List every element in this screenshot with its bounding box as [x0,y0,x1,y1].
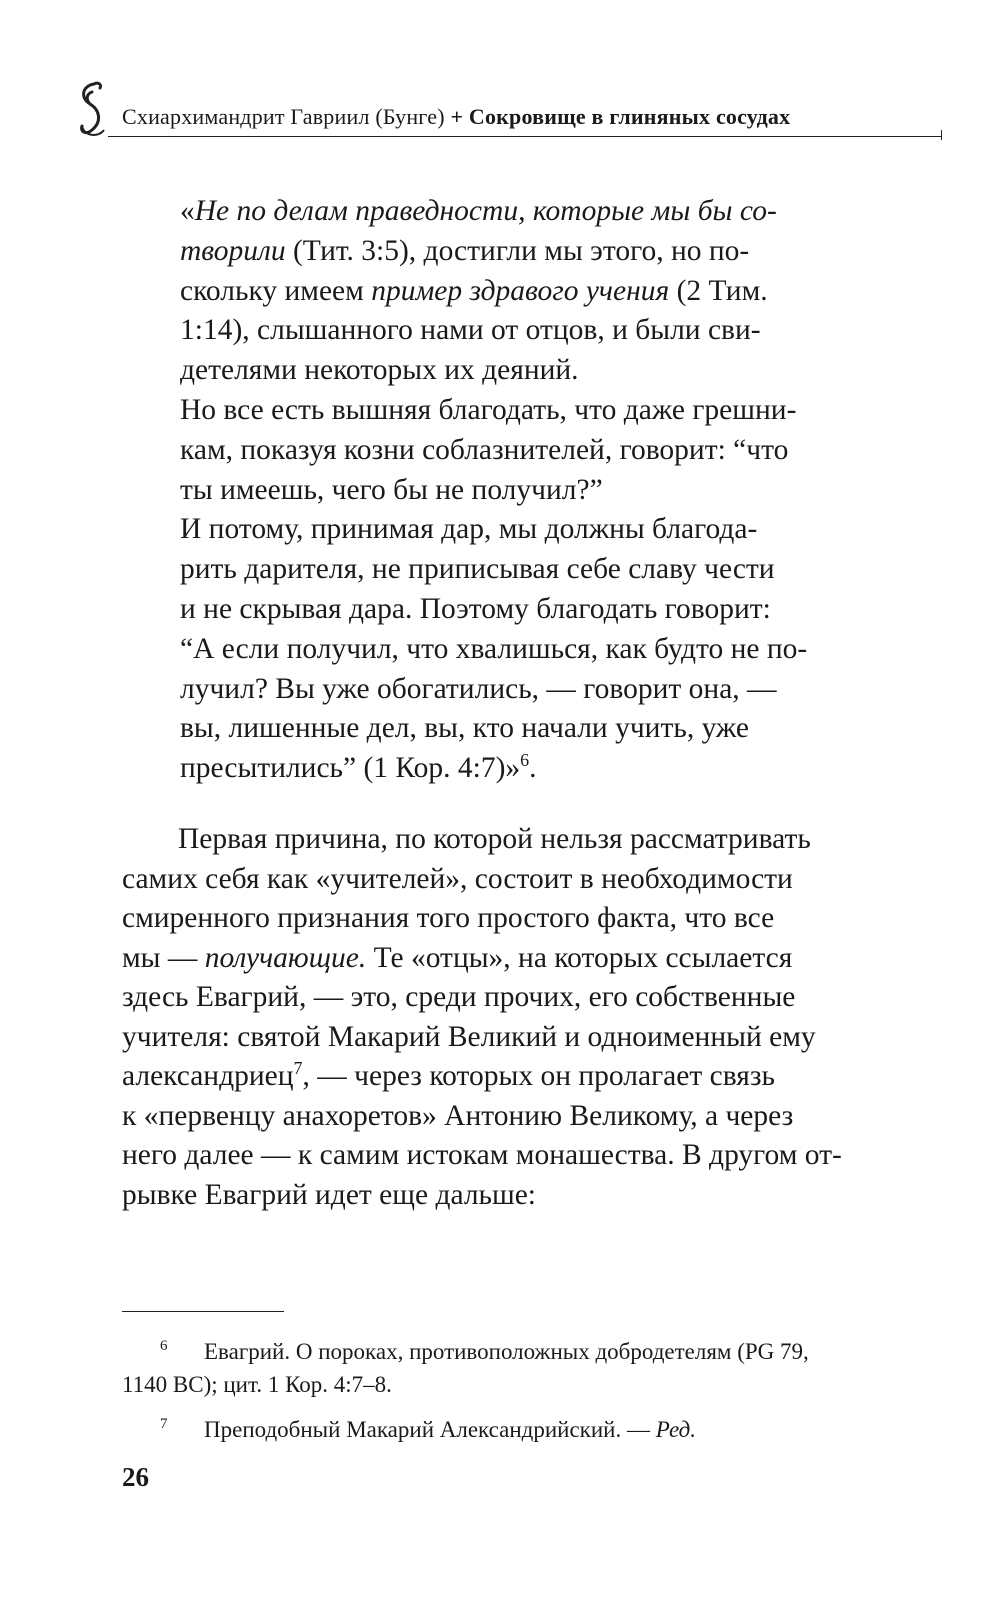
footnote-number: 6 [160,1338,168,1354]
cross-separator: + [450,104,464,129]
quote-line [180,471,880,511]
text-run: кам, показуя козни соблазнителей, говорит: “что [180,433,789,466]
text-run: пресытились” (1 Кор. 4:7)» [180,752,521,785]
ornamental-s-icon [72,80,112,140]
quote-line [180,311,880,351]
text-run: него далее — к самим истокам монашества. В другом от- [122,1139,842,1171]
text-line [122,820,922,860]
footnote-ref: 7 [293,1058,303,1079]
body-paragraph [122,820,922,1215]
text-run: смиренного признания того простого факта, что все [122,902,775,934]
page-number: 26 [122,1462,149,1492]
text-line [122,978,922,1018]
text-line [122,1136,922,1176]
text-run: 1:14), слышанного нами от отцов, и были сви- [180,314,761,347]
quote-line [180,272,880,312]
header-rule [108,136,942,137]
text-run: александриец [122,1060,294,1092]
text-run: Но все есть вышняя благодать, что даже грешни- [180,393,797,426]
text-run: . [529,752,537,785]
italic-text: получающие. [204,941,367,974]
quote-line [180,391,880,431]
text-line [122,1018,922,1058]
text-run: к «первенцу анахоретов» Антонию Великому, а через [122,1099,794,1132]
footnote-rule [122,1311,284,1312]
text-run: (2 Тим. [669,274,768,307]
italic-text: пример здравого учения [371,274,670,307]
header-rule-tick [941,130,942,140]
text-run: самих себя как «учителей», состоит в необходимости [122,862,793,895]
text-run: учителя: святой Макарий Великий и одноименный ему [122,1020,816,1053]
text-run: мы — [122,941,205,974]
quote-line [180,630,880,670]
footnote-ref: 6 [520,750,530,771]
text-line [122,899,922,939]
text-run: вы, лишенные дел, вы, кто начали учить, уже [180,712,750,745]
text-run: Первая причина, по которой нельзя рассматривать [178,823,811,855]
running-head [72,80,942,140]
quote-line [180,510,880,550]
italic-text: Не по делам праведности, которые мы бы со- [194,195,777,227]
text-line [122,1097,922,1137]
quote-line [180,709,880,749]
quote-line [180,590,880,630]
text-line [122,1176,922,1216]
text-run: рывке Евагрий идет еще дальше: [122,1178,536,1211]
footnote-text: Евагрий. О пороках, противоположных добродетелям (PG 79, [204,1339,809,1364]
text-run: лучил? Вы уже обогатились, — говорит она, — [180,672,777,705]
quote-line [180,550,880,590]
footnotes [122,1335,922,1458]
text-run: (Тит. 3:5), достигли мы этого, но по- [285,234,750,267]
italic-text: творили [180,234,286,267]
text-run: и не скрывая дара. Поэтому благодать говорит: [180,592,771,625]
editor-note: Ред. [655,1417,696,1442]
text-run: Те «отцы», на которых ссылается [366,941,793,974]
text-run: И потому, принимая дар, мы должны благода- [180,513,758,546]
book-title: Сокровище в глиняных сосудах [468,104,791,129]
quote-line [180,749,880,789]
author-name: Схиархимандрит Гавриил (Бунге) [122,104,445,129]
block-quote [180,192,880,789]
text-run: скольку имеем [180,274,372,307]
text-run: ты имеешь, чего бы не получил?” [180,473,603,506]
quote-line [180,232,880,272]
footnote-text: Преподобный Макарий Александрийский. — [204,1417,656,1442]
text-run: , — через которых он пролагает связь [302,1060,775,1092]
quote-line [180,670,880,710]
footnote-7 [122,1413,922,1446]
footnote-text-continued: 1140 BC); цит. 1 Кор. 4:7–8. [122,1372,392,1397]
text-run: здесь Евагрий, — это, среди прочих, его собственные [122,981,796,1013]
quote-line [180,192,880,232]
text-line [122,1057,922,1097]
quote-line [180,351,880,391]
text-run: « [180,195,195,227]
text-run: “А если получил, что хвалишься, как будто не по- [180,632,808,665]
running-head-text [122,104,942,130]
text-run: рить дарителя, не приписывая себе славу чести [180,553,775,586]
text-run: детелями некоторых их деяний. [180,354,579,387]
footnote-6 [122,1335,922,1401]
text-line [122,939,922,979]
quote-line [180,431,880,471]
text-line [122,860,922,900]
footnote-number: 7 [160,1416,168,1432]
